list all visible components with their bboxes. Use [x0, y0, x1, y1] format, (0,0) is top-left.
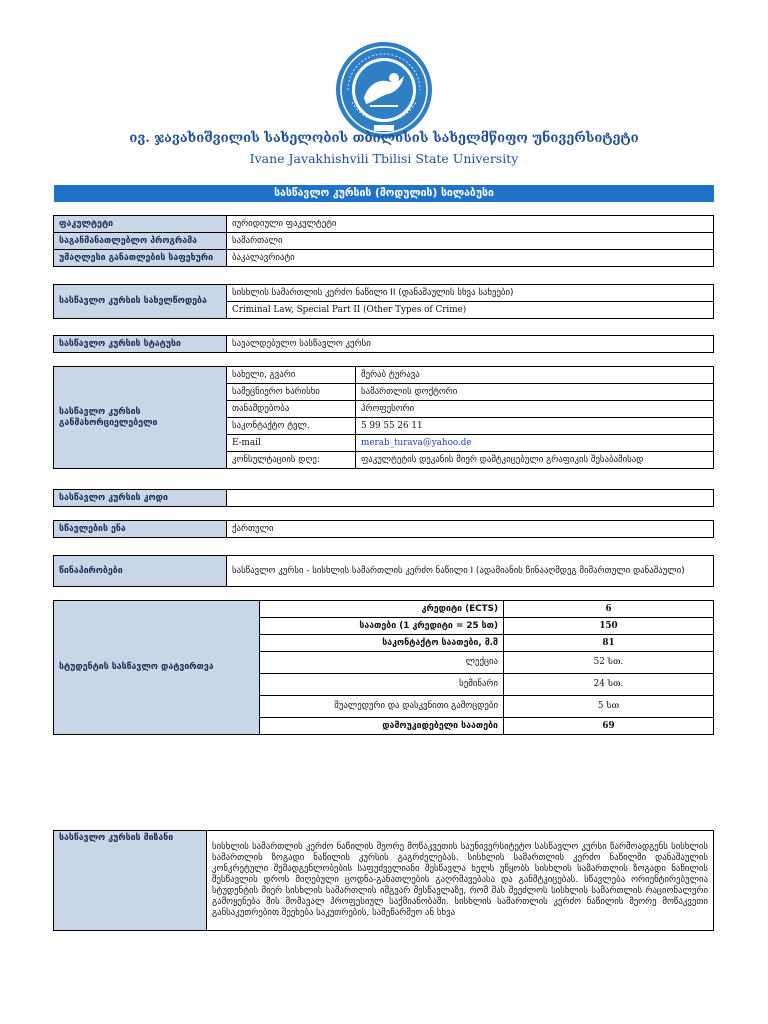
- faculty-value: იურიდიული ფაკულტეტი: [227, 216, 714, 233]
- instructor-key: საკონტაქტო ტელ.: [227, 418, 356, 435]
- workload-value: 24 სთ.: [504, 674, 714, 696]
- workload-key: საათები (1 კრედიტი = 25 სთ): [260, 618, 504, 635]
- workload-key: კრედიტი (ECTS): [260, 601, 504, 618]
- general-info-table: [53, 215, 714, 267]
- university-name-georgian: ივ. ჯავახიშვილის სახელობის თბილისის სახელმწიფო უნივერსიტეტი: [129, 131, 639, 146]
- instructor-value: სამართლის დოქტორი: [356, 384, 714, 401]
- course-code-label: სასწავლო კურსის კოდი: [54, 490, 227, 507]
- instructor-value: პროფესორი: [356, 401, 714, 418]
- university-name-english: Ivane Javakhishvili Tbilisi State University: [249, 151, 519, 166]
- course-name-ka: სისხლის სამართლის კერძო ნაწილი II (დანაშაულის სხვა სახეები): [227, 285, 714, 302]
- instructor-key: კონსულტაციის დღე:: [227, 452, 356, 469]
- workload-value: 6: [504, 601, 714, 618]
- instructor-key: თანამდებობა: [227, 401, 356, 418]
- instructor-value: ფაკულტეტის დეკანის მიერ დამტკიცებული გრაფიკის შესაბამისად: [356, 452, 714, 469]
- instructor-key: სახელი, გვარი: [227, 367, 356, 384]
- workload-value: 52 სთ.: [504, 652, 714, 674]
- prerequisites-label: წინაპირობები: [54, 556, 227, 587]
- course-name-label: სასწავლო კურსის სახელწოდება: [54, 285, 227, 319]
- faculty-label: ფაკულტეტი: [54, 216, 227, 233]
- prerequisites-value: სასწავლო კურსი - სისხლის სამართლის კერძო ნაწილი I (ადამიანის წინააღმდეგ მიმართული დანაშაული): [227, 556, 714, 587]
- instructor-table: [53, 366, 714, 469]
- workload-key: შუალედური და დასკვნითი გამოცდები: [260, 696, 504, 718]
- purpose-label: სასწავლო კურსის მიზანი: [54, 831, 207, 931]
- course-name-en: Criminal Law, Special Part II (Other Types of Crime): [227, 302, 714, 319]
- workload-value: 150: [504, 618, 714, 635]
- course-status-value: სავალდებულო სასწავლო კურსი: [227, 336, 714, 353]
- program-label: საგანმანათლებლო პროგრამა: [54, 233, 227, 250]
- language-value: ქართული: [227, 521, 714, 538]
- instructor-phone: 5 99 55 26 11: [356, 418, 714, 435]
- workload-label: სტუდენტის სასწავლო დატვირთვა: [54, 601, 260, 735]
- course-name-table: [53, 284, 714, 319]
- language-label: სწავლების ენა: [54, 521, 227, 538]
- instructor-email-cell: [356, 435, 714, 452]
- instructor-label: სასწავლო კურსის განმახორციელებელი: [54, 367, 227, 469]
- workload-table: [53, 600, 714, 735]
- instructor-key: E-mail: [227, 435, 356, 452]
- course-code-table: [53, 489, 714, 507]
- instructor-email-link[interactable]: merab_turava@yahoo.de: [361, 437, 472, 448]
- level-value: ბაკალავრიატი: [227, 250, 714, 267]
- prerequisites-table: [53, 555, 714, 587]
- level-label: უმაღლესი განათლების საფეხური: [54, 250, 227, 267]
- purpose-text: სისხლის სამართლის კერძო ნაწილის მეორე მოწაკვეთის საუნივერსიტეტო სასწავლო კურსი წარმოადგენს სისხლის სამართლის ზოგადი ნაწილის კურსის გაგრძელებას. სისხლის სამართლის კერძო ნაწილში დანაშაულის კონკრეტული შემადგენლობების საფუძველიანი შესწავლა ხელს უწყობს სისხლის სამართლის ზოგადი ნაწილის შესწავლის დროს მიღებული ცოდნა-განათლების გაღრმავებასა და განმტკიცებას. სწავლება ორიენტირებულია სტუდენტის მიერ სისხლის სამართლის იმგვარ შესწავლაზე, რომ მას შეეძლოს სისხლის სამართლის რაციონალური გამოყენება მის მომავალ პროფესიულ საქმიანობაში. სისხლის სამართლის კერძო ნაწილის მეორე მოწაკვეთი განსაკუთრებით შეეხება საკუთრების, სამეწარმეო ან სხვა: [207, 831, 714, 931]
- course-status-table: [53, 335, 714, 353]
- workload-key: საკონტაქტო საათები, მ.შ: [260, 635, 504, 652]
- university-seal-logo: [334, 40, 434, 140]
- workload-value: 5 სთ: [504, 696, 714, 718]
- program-value: სამართალი: [227, 233, 714, 250]
- syllabus-title: სასწავლო კურსის (მოდულის) სილაბუსი: [54, 185, 714, 202]
- instructor-key: სამეცნიერო ხარისხი: [227, 384, 356, 401]
- purpose-table: [53, 830, 714, 931]
- workload-key: სემინარი: [260, 674, 504, 696]
- workload-key: ლექცია: [260, 652, 504, 674]
- instructor-value: მერაბ ტურავა: [356, 367, 714, 384]
- course-code-value: [227, 490, 714, 507]
- course-status-label: სასწავლო კურსის სტატუსი: [54, 336, 227, 353]
- workload-key: დამოუკიდებელი საათები: [260, 718, 504, 735]
- workload-value: 69: [504, 718, 714, 735]
- workload-value: 81: [504, 635, 714, 652]
- language-table: [53, 520, 714, 538]
